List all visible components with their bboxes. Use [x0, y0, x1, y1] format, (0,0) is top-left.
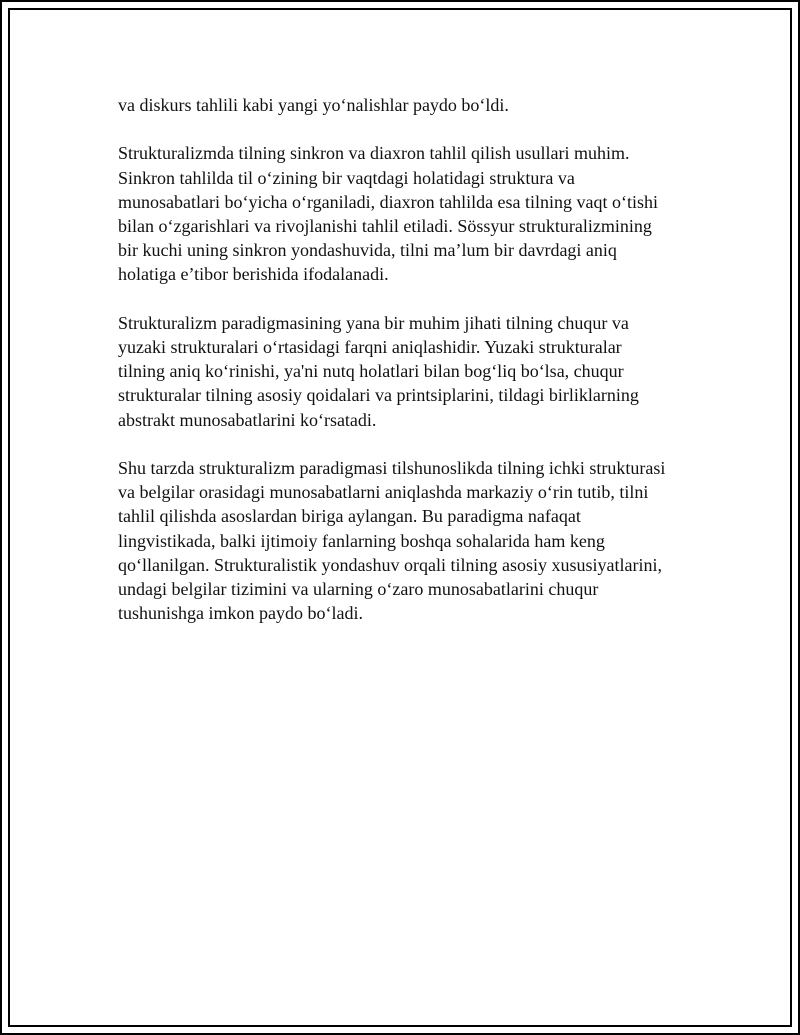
text-line: lingvistikada, balki ijtimoiy fanlarning boshqa sohalarida ham keng	[118, 530, 605, 551]
text-line: strukturalar tilning asosiy qoidalari va printsiplarini, tildagi birliklarning	[118, 385, 639, 406]
text-line: holatiga e’tibor berishida ifodalanadi.	[118, 264, 389, 285]
paragraph	[118, 141, 698, 286]
text-line: va diskurs tahlili kabi yangi yo‘nalishlar paydo bo‘ldi.	[118, 95, 509, 115]
paragraph	[118, 456, 698, 625]
paragraph	[118, 93, 698, 117]
text-line: yuzaki strukturalari o‘rtasidagi farqni aniqlashidir. Yuzaki strukturalar	[118, 337, 622, 357]
text-line: Shu tarzda strukturalizm paradigmasi tilshunoslikda tilning ichki strukturasi	[118, 458, 666, 478]
text-line: tilning aniq ko‘rinishi, ya'ni nutq holatlari bilan bog‘liq bo‘lsa, chuqur	[118, 361, 624, 382]
text-line: Strukturalizmda tilning sinkron va diaxron tahlil qilish usullari muhim.	[118, 143, 630, 164]
paragraph	[118, 311, 698, 432]
text-line: Sinkron tahlilda til o‘zining bir vaqtdagi holatidagi struktura va	[118, 167, 575, 188]
text-line: tahlil qilishda asoslardan biriga aylangan. Bu paradigma nafaqat	[118, 506, 581, 527]
text-line: undagi belgilar tizimini va ularning o‘zaro munosabatlarini chuqur	[118, 579, 599, 600]
text-line: Strukturalizm paradigmasining yana bir muhim jihati tilning chuqur va	[118, 312, 629, 333]
text-line: munosabatlari bo‘yicha o‘rganiladi, diaxron tahlilda esa tilning vaqt o‘tishi	[118, 191, 659, 212]
document-body	[118, 93, 698, 650]
text-line: bir kuchi uning sinkron yondashuvida, tilni ma’lum bir davrdagi aniq	[118, 240, 617, 261]
text-line: bilan o‘zgarishlari va rivojlanishi tahlil etiladi. Sössyur strukturalizmining	[118, 216, 652, 236]
text-line: abstrakt munosabatlarini ko‘rsatadi.	[118, 409, 377, 430]
text-line: qo‘llanilgan. Strukturalistik yondashuv orqali tilning asosiy xususiyatlarini,	[118, 554, 662, 575]
text-line: va belgilar orasidagi munosabatlarni aniqlashda markaziy o‘rin tutib, tilni	[118, 482, 649, 503]
text-line: tushunishga imkon paydo bo‘ladi.	[118, 603, 363, 624]
